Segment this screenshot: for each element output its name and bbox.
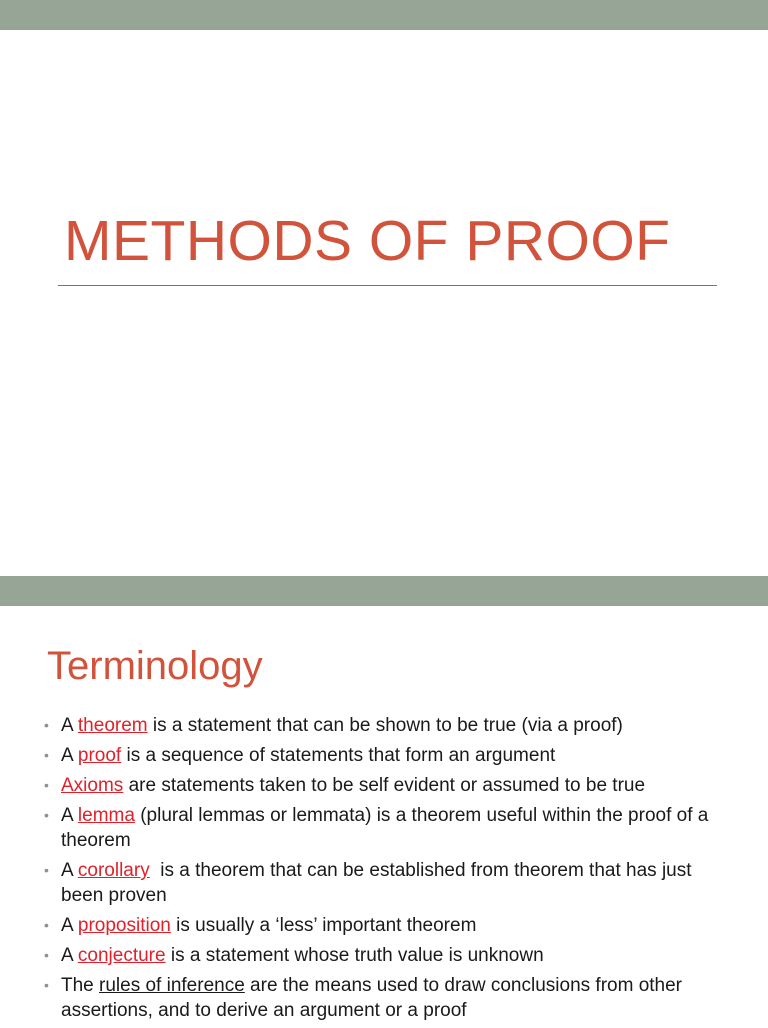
bullet-corollary <box>44 858 734 908</box>
bullet-dot-icon: • <box>44 777 49 793</box>
bullet-proposition <box>44 913 734 938</box>
slide-title-methods-of-proof: METHODS OF PROOF <box>64 209 671 273</box>
bullet-text: is a statement that can be shown to be true (via a proof) <box>147 715 623 736</box>
bullet-dot-icon: • <box>44 747 49 763</box>
bullet-text: are statements taken to be self evident or assumed to be true <box>123 775 646 796</box>
bullet-text: (plural lemmas or lemmata) is a theorem useful within the proof of a theorem <box>61 805 709 851</box>
title-underline-rule <box>58 285 717 286</box>
term-corollary-link[interactable]: corollary <box>77 860 150 881</box>
term-rules-of-inference: rules of inference <box>99 975 245 996</box>
term-lemma-link[interactable]: lemma <box>77 805 135 826</box>
bullet-prefix: A <box>61 915 78 936</box>
term-axioms-link[interactable]: Axioms <box>61 775 124 796</box>
bullet-text: is usually a ‘less’ important theorem <box>170 915 477 936</box>
slide1-top-band <box>0 0 768 30</box>
bullet-prefix: A <box>61 805 78 826</box>
bullet-text: is a sequence of statements that form an argument <box>121 745 556 766</box>
bullet-dot-icon: • <box>44 917 49 933</box>
bullet-prefix: A <box>61 745 78 766</box>
term-proof-link[interactable]: proof <box>77 745 122 766</box>
bullet-proof <box>44 743 734 768</box>
bullet-text: are the means used to draw conclusions from other assertions, and to derive an argument or a proof <box>61 975 683 1021</box>
term-theorem-link[interactable]: theorem <box>77 715 148 736</box>
bullet-prefix: A <box>61 945 78 966</box>
bullet-dot-icon: • <box>44 717 49 733</box>
bullet-dot-icon: • <box>44 862 49 878</box>
bullet-prefix: A <box>61 860 78 881</box>
bullet-text: is a theorem that can be established from theorem that has just been proven <box>61 860 697 906</box>
terminology-bullet-list <box>44 713 734 1028</box>
bullet-lemma <box>44 803 734 853</box>
bullet-prefix: The <box>61 975 100 996</box>
bullet-rules-of-inference <box>44 973 734 1023</box>
bullet-dot-icon: • <box>44 947 49 963</box>
bullet-prefix: A <box>61 715 78 736</box>
bullet-dot-icon: • <box>44 807 49 823</box>
term-proposition-link[interactable]: proposition <box>77 915 171 936</box>
bullet-axioms <box>44 773 734 798</box>
bullet-dot-icon: • <box>44 977 49 993</box>
term-conjecture-link[interactable]: conjecture <box>77 945 166 966</box>
bullet-theorem <box>44 713 734 738</box>
slide2-top-band <box>0 576 768 606</box>
bullet-text: is a statement whose truth value is unknown <box>165 945 544 966</box>
slide-title-terminology: Terminology <box>47 644 263 688</box>
bullet-conjecture <box>44 943 734 968</box>
